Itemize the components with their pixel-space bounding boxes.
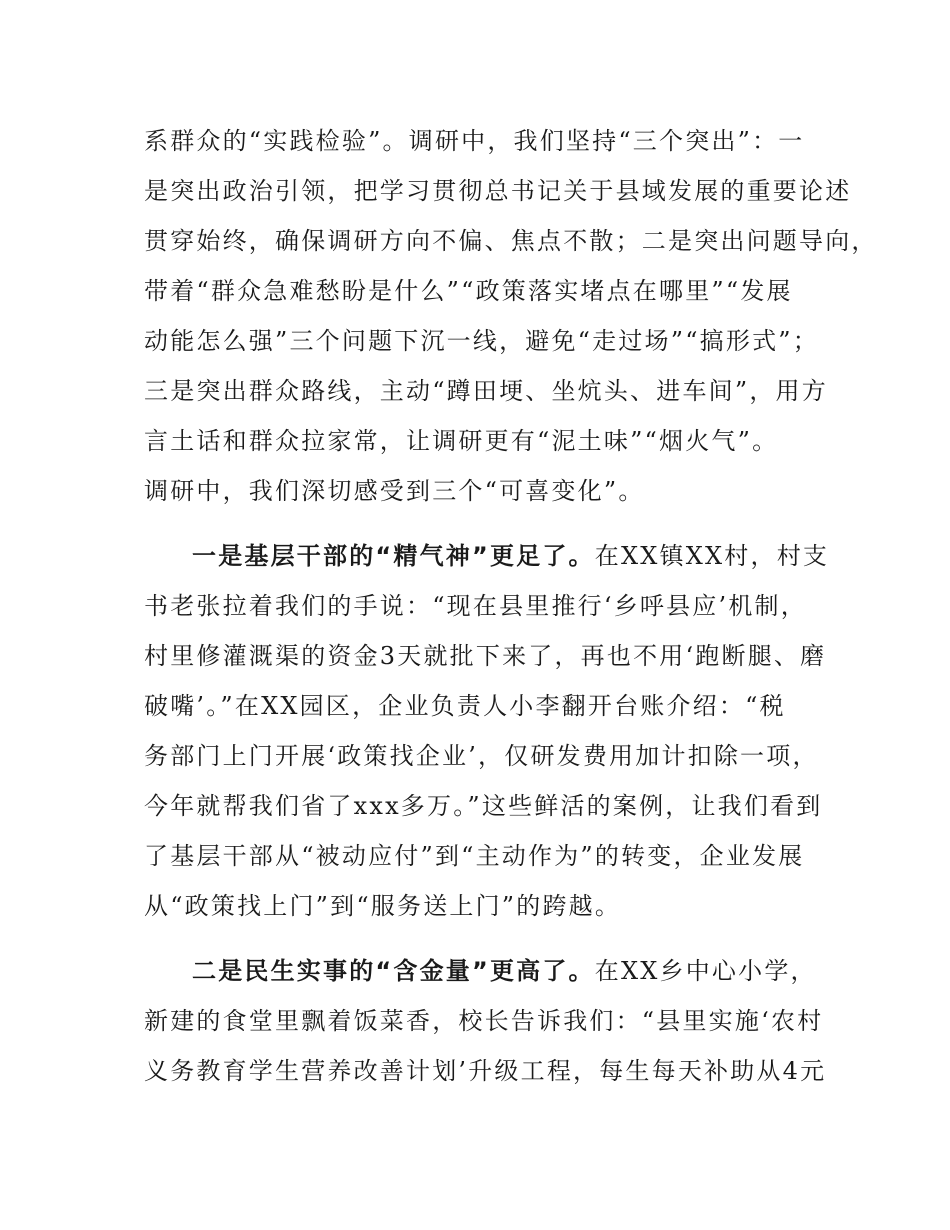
section1-line: 村里修灌溉渠的资金3天就批下来了，再也不用‘跑断腿、磨	[144, 642, 827, 670]
section2-line: 新建的食堂里飘着饭菜香，校长告诉我们：“县里实施‘农村	[144, 1007, 824, 1035]
section2-line: 义务教育学生营养改善计划’升级工程，每生每天补助从4元	[144, 1057, 827, 1085]
section1-first-line	[192, 541, 829, 571]
section1-line: 书老张拉着我们的手说：“现在县里推行‘乡呼县应’机制，	[144, 592, 807, 620]
section1-line: 了基层干部从“被动应付”到“主动作为”的转变，企业发展	[144, 842, 805, 870]
intro-line: 贯穿始终，确保调研方向不偏、焦点不散；二是突出问题导向，	[144, 227, 878, 255]
section1-line: 务部门上门开展‘政策找企业’，仅研发费用加计扣除一项，	[144, 742, 819, 770]
intro-line: 系群众的“实践检验”。调研中，我们坚持“三个突出”：一	[144, 127, 805, 155]
section2-first-line	[192, 956, 817, 986]
intro-line: 言土话和群众拉家常，让调研更有“泥土味”“烟火气”。	[144, 427, 779, 455]
section2-first-line-text: 在XX乡中心小学，	[594, 957, 817, 985]
intro-line: 动能怎么强”三个问题下沉一线，避免“走过场”“搞形式”；	[144, 327, 819, 355]
intro-line: 调研中，我们深切感受到三个“可喜变化”。	[144, 477, 645, 505]
section1-line: 今年就帮我们省了xxx多万。”这些鲜活的案例，让我们看到	[144, 792, 823, 820]
section1-heading: 一是基层干部的“精气神”更足了。	[192, 542, 595, 570]
intro-line: 是突出政治引领，把学习贯彻总书记关于县域发展的重要论述	[144, 177, 852, 205]
section1-line: 破嘴’。”在XX园区，企业负责人小李翻开台账介绍：“税	[144, 692, 786, 720]
section1-first-line-text: 在XX镇XX村，村支	[594, 542, 830, 570]
intro-line: 带着“群众急难愁盼是什么”“政策落实堵点在哪里”“发展	[144, 277, 793, 305]
intro-line: 三是突出群众路线，主动“蹲田埂、坐炕头、进车间”，用方	[144, 377, 828, 405]
section2-heading: 二是民生实事的“含金量”更高了。	[192, 957, 595, 985]
section1-line: 从“政策找上门”到“服务送上门”的跨越。	[144, 892, 622, 920]
